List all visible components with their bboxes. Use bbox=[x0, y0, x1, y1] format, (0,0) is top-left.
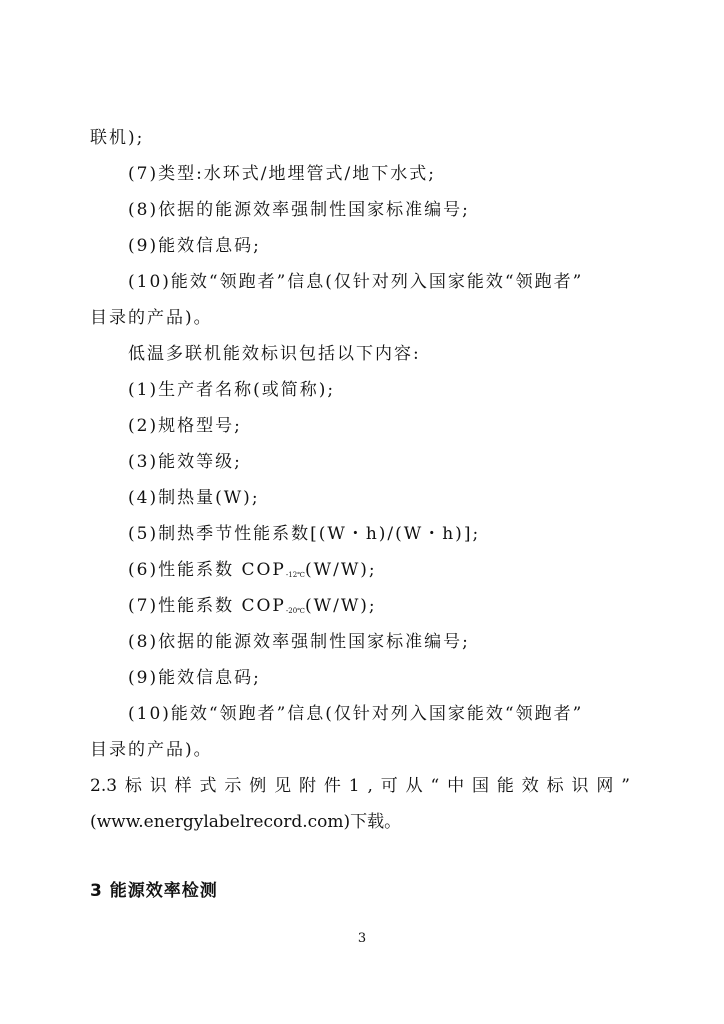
text-char: 见 bbox=[274, 776, 292, 796]
text-line: 目录的产品)。 bbox=[90, 308, 213, 328]
text-line: 联机); bbox=[90, 128, 145, 148]
text-char: 效 bbox=[521, 776, 539, 796]
list-item-info-code: (9)能效信息码; bbox=[128, 236, 261, 256]
text-char: ” bbox=[621, 776, 630, 796]
text-char: “ bbox=[430, 776, 440, 796]
text-char: 标 bbox=[124, 776, 142, 796]
cop-subscript: -20℃ bbox=[285, 607, 305, 615]
text-line: 目录的产品)。 bbox=[90, 740, 213, 760]
list-item-leader-info: (10)能效“领跑者”信息(仅针对列入国家能效“领跑者” bbox=[128, 704, 584, 724]
text-char: 能 bbox=[496, 776, 514, 796]
text-char: 示 bbox=[224, 776, 242, 796]
text-char: 从 bbox=[405, 776, 423, 796]
paragraph-intro: 低温多联机能效标识包括以下内容: bbox=[128, 344, 421, 364]
section-number: 2.3 bbox=[90, 776, 118, 796]
list-item-grade: (3)能效等级; bbox=[128, 452, 242, 472]
section-heading: 3 能源效率检测 bbox=[90, 881, 218, 901]
text-char: 识 bbox=[149, 776, 167, 796]
list-item-heating-capacity: (4)制热量(W); bbox=[128, 488, 260, 508]
list-item-info-code: (9)能效信息码; bbox=[128, 668, 261, 688]
cop-subscript: -12℃ bbox=[285, 571, 305, 579]
list-item-cop-minus12 bbox=[128, 559, 377, 584]
list-item-producer: (1)生产者名称(或简称); bbox=[128, 380, 336, 400]
text-char: 国 bbox=[471, 776, 489, 796]
cop-label: (6)性能系数 COP bbox=[128, 560, 286, 580]
text-char: 式 bbox=[199, 776, 217, 796]
cop-label: (7)性能系数 COP bbox=[128, 596, 286, 616]
list-item-model: (2)规格型号; bbox=[128, 416, 242, 436]
page-number: 3 bbox=[357, 931, 367, 946]
text-char: , bbox=[367, 776, 373, 796]
list-item-cop-minus20 bbox=[128, 595, 377, 620]
text-char: 附 bbox=[299, 776, 317, 796]
text-char: 可 bbox=[380, 776, 398, 796]
list-item-type: (7)类型:水环式/地埋管式/地下水式; bbox=[128, 164, 436, 184]
text-char: 1 bbox=[348, 776, 360, 796]
section-2-3-line bbox=[90, 775, 630, 797]
text-char: 例 bbox=[249, 776, 267, 796]
text-char: 识 bbox=[571, 776, 589, 796]
text-char: 标 bbox=[546, 776, 564, 796]
list-item-leader-info: (10)能效“领跑者”信息(仅针对列入国家能效“领跑者” bbox=[128, 272, 584, 292]
text-char: 网 bbox=[596, 776, 614, 796]
text-char: 样 bbox=[174, 776, 192, 796]
list-item-seasonal-performance: (5)制热季节性能系数[(W・h)/(W・h)]; bbox=[128, 524, 481, 544]
list-item-standard-number: (8)依据的能源效率强制性国家标准编号; bbox=[128, 200, 470, 220]
text-char: 中 bbox=[447, 776, 465, 796]
cop-unit: (W/W); bbox=[304, 560, 377, 580]
text-char: 件 bbox=[323, 776, 341, 796]
website-line: (www.energylabelrecord.com)下载。 bbox=[90, 812, 402, 832]
list-item-standard-number: (8)依据的能源效率强制性国家标准编号; bbox=[128, 632, 470, 652]
cop-unit: (W/W); bbox=[304, 596, 377, 616]
